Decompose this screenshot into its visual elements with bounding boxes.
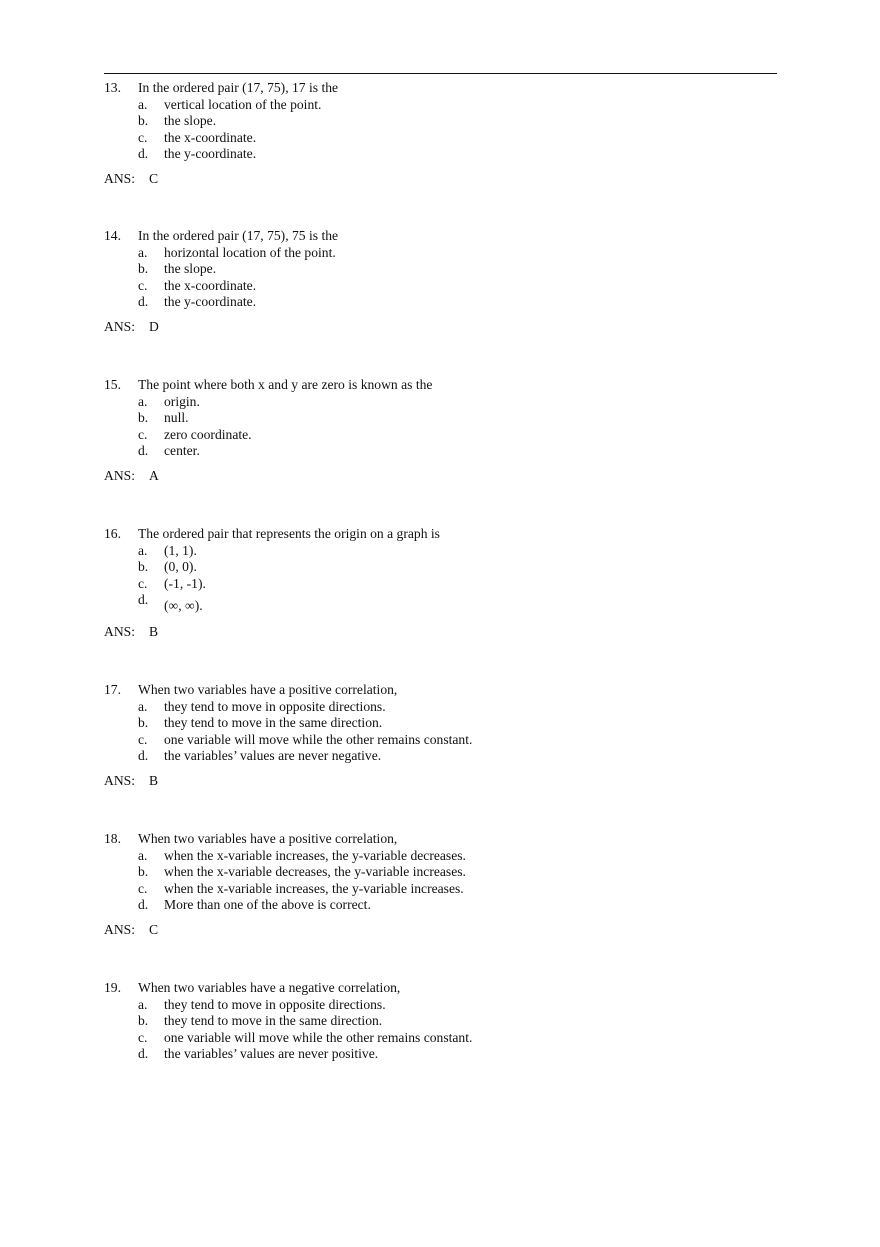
option-label: a. (138, 847, 148, 863)
option-text: (-1, -1). (164, 575, 206, 591)
option-a (104, 699, 784, 716)
option-text: they tend to move in opposite directions. (164, 698, 386, 714)
option-label: b. (138, 1013, 149, 1029)
option-label: a. (138, 393, 148, 409)
option-label: d. (138, 294, 149, 310)
option-b (104, 113, 784, 130)
option-label: a. (138, 996, 148, 1012)
option-label: b. (138, 715, 149, 731)
option-text: one variable will move while the other remains constant. (164, 731, 473, 747)
question-stem (104, 377, 784, 394)
option-label: a. (138, 542, 148, 558)
option-c (104, 278, 784, 295)
option-d (104, 748, 784, 765)
option-d (104, 294, 784, 311)
answer-value: C (149, 921, 159, 937)
question-number: 18. (104, 831, 121, 846)
option-d (104, 1046, 784, 1063)
option-a (104, 543, 784, 560)
option-label: d. (138, 748, 149, 764)
question-number: 13. (104, 80, 121, 95)
answer-label: ANS: (104, 921, 135, 937)
option-d (104, 146, 784, 163)
answer-value: B (149, 624, 159, 640)
question-text: In the ordered pair (17, 75), 75 is the (138, 228, 339, 243)
option-b (104, 1013, 784, 1030)
option-label: b. (138, 113, 149, 129)
option-label: c. (138, 880, 148, 896)
option-text: the variables’ values are never positive. (164, 1046, 379, 1062)
option-label: d. (138, 897, 149, 913)
question-stem (104, 980, 784, 997)
option-label: a. (138, 96, 148, 112)
option-text: origin. (164, 393, 200, 409)
answer-label: ANS: (104, 772, 135, 788)
option-label: b. (138, 864, 149, 880)
answer-value: B (149, 772, 159, 788)
question-stem (104, 80, 784, 97)
option-b (104, 715, 784, 732)
option-text: center. (164, 443, 200, 459)
option-text: (1, 1). (164, 542, 197, 558)
option-label: d. (138, 592, 149, 608)
question-text: When two variables have a negative correlation, (138, 980, 401, 995)
option-text: More than one of the above is correct. (164, 897, 371, 913)
option-d (104, 592, 784, 616)
option-label: a. (138, 244, 148, 260)
question-number: 17. (104, 682, 121, 697)
option-text: when the x-variable increases, the y-variable decreases. (164, 847, 466, 863)
question-text: The point where both x and y are zero is known as the (138, 377, 433, 392)
option-b (104, 559, 784, 576)
option-b (104, 410, 784, 427)
question-15 (104, 377, 784, 485)
option-label: b. (138, 410, 149, 426)
option-text: one variable will move while the other remains constant. (164, 1029, 473, 1045)
option-text: the x-coordinate. (164, 277, 257, 293)
option-a (104, 394, 784, 411)
answer-value: C (149, 170, 159, 186)
option-text: the y-coordinate. (164, 146, 257, 162)
option-c (104, 427, 784, 444)
answer-line (104, 624, 784, 641)
answer-label: ANS: (104, 467, 135, 483)
question-text: When two variables have a positive correlation, (138, 682, 398, 697)
question-16 (104, 526, 784, 641)
question-17 (104, 682, 784, 790)
question-stem (104, 526, 784, 543)
question-14 (104, 228, 784, 336)
option-text: (∞, ∞). (164, 598, 203, 614)
option-text: they tend to move in the same direction. (164, 1013, 383, 1029)
option-text: (0, 0). (164, 559, 197, 575)
header-rule (104, 73, 777, 74)
option-d (104, 443, 784, 460)
option-c (104, 576, 784, 593)
question-text: The ordered pair that represents the origin on a graph is (138, 526, 440, 541)
option-label: c. (138, 426, 148, 442)
option-c (104, 1030, 784, 1047)
answer-line (104, 319, 784, 336)
option-label: d. (138, 1046, 149, 1062)
option-text: the x-coordinate. (164, 129, 257, 145)
question-13 (104, 80, 784, 188)
answer-label: ANS: (104, 624, 135, 640)
option-label: d. (138, 443, 149, 459)
answer-line (104, 922, 784, 939)
option-b (104, 261, 784, 278)
answer-value: D (149, 318, 159, 334)
option-c (104, 732, 784, 749)
option-text: they tend to move in the same direction. (164, 715, 383, 731)
question-number: 19. (104, 980, 121, 995)
question-19 (104, 980, 784, 1063)
option-text: when the x-variable increases, the y-variable increases. (164, 880, 464, 896)
option-a (104, 848, 784, 865)
option-label: d. (138, 146, 149, 162)
question-number: 16. (104, 526, 121, 541)
answer-line (104, 773, 784, 790)
option-text: zero coordinate. (164, 426, 252, 442)
question-text: When two variables have a positive correlation, (138, 831, 398, 846)
option-label: b. (138, 261, 149, 277)
question-stem (104, 228, 784, 245)
question-stem (104, 831, 784, 848)
option-a (104, 245, 784, 262)
option-label: b. (138, 559, 149, 575)
option-text: the slope. (164, 113, 217, 129)
option-label: c. (138, 277, 148, 293)
question-18 (104, 831, 784, 939)
option-text: null. (164, 410, 189, 426)
option-text: they tend to move in opposite directions. (164, 996, 386, 1012)
option-c (104, 881, 784, 898)
option-a (104, 997, 784, 1014)
question-text: In the ordered pair (17, 75), 17 is the (138, 80, 339, 95)
option-label: a. (138, 698, 148, 714)
option-text: when the x-variable decreases, the y-variable increases. (164, 864, 466, 880)
option-d (104, 897, 784, 914)
answer-line (104, 468, 784, 485)
option-b (104, 864, 784, 881)
option-text: the y-coordinate. (164, 294, 257, 310)
option-text: the slope. (164, 261, 217, 277)
option-text: the variables’ values are never negative. (164, 748, 382, 764)
option-c (104, 130, 784, 147)
answer-line (104, 171, 784, 188)
option-text: vertical location of the point. (164, 96, 322, 112)
question-number: 15. (104, 377, 121, 392)
option-label: c. (138, 129, 148, 145)
question-stem (104, 682, 784, 699)
option-text: horizontal location of the point. (164, 244, 336, 260)
question-number: 14. (104, 228, 121, 243)
answer-label: ANS: (104, 318, 135, 334)
option-label: c. (138, 1029, 148, 1045)
option-a (104, 97, 784, 114)
option-label: c. (138, 731, 148, 747)
answer-value: A (149, 467, 159, 483)
option-label: c. (138, 575, 148, 591)
answer-label: ANS: (104, 170, 135, 186)
